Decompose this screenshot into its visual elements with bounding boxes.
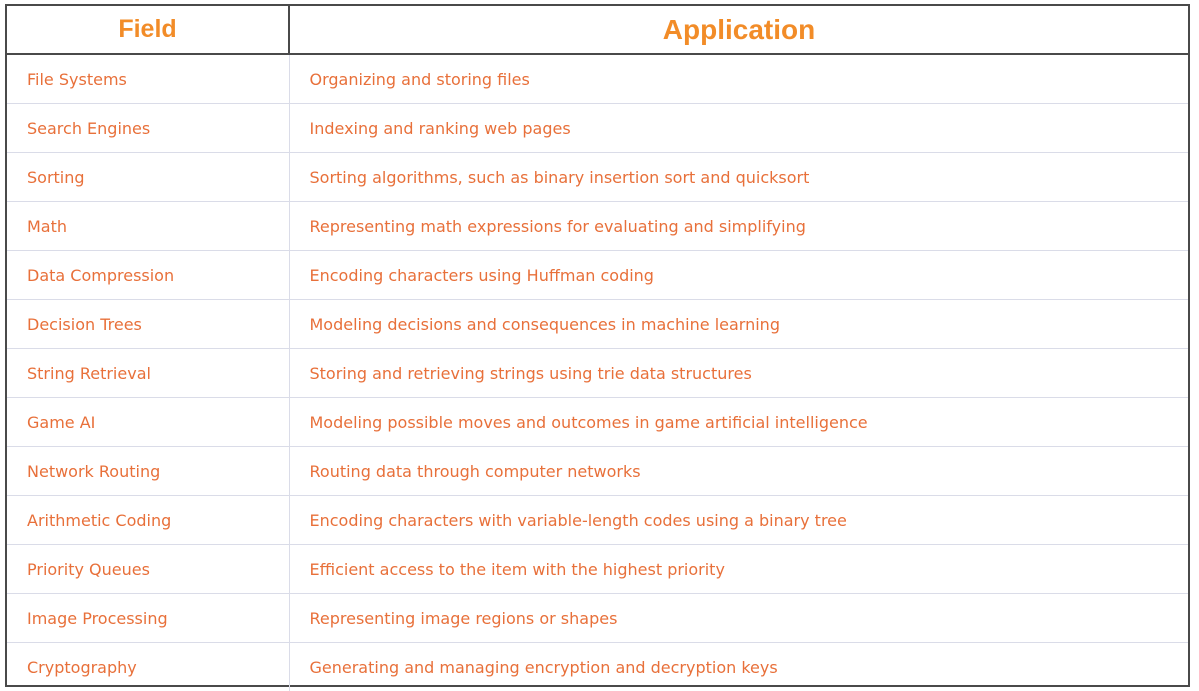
table-row <box>7 251 1188 300</box>
table-row <box>7 643 1188 691</box>
field-cell: Game AI <box>7 398 289 447</box>
application-cell: Efficient access to the item with the highest priority <box>289 545 1188 594</box>
table-row <box>7 398 1188 447</box>
field-cell: String Retrieval <box>7 349 289 398</box>
header-row <box>7 6 1188 54</box>
field-cell: Search Engines <box>7 104 289 153</box>
application-cell: Modeling possible moves and outcomes in game artificial intelligence <box>289 398 1188 447</box>
field-cell: File Systems <box>7 54 289 104</box>
field-cell: Math <box>7 202 289 251</box>
application-cell: Encoding characters with variable-length codes using a binary tree <box>289 496 1188 545</box>
applications-table <box>7 6 1188 691</box>
table-row <box>7 496 1188 545</box>
application-cell: Storing and retrieving strings using trie data structures <box>289 349 1188 398</box>
table-row <box>7 349 1188 398</box>
field-cell: Sorting <box>7 153 289 202</box>
table-row <box>7 202 1188 251</box>
table-row <box>7 594 1188 643</box>
table-row <box>7 54 1188 104</box>
application-cell: Modeling decisions and consequences in machine learning <box>289 300 1188 349</box>
field-cell: Image Processing <box>7 594 289 643</box>
application-cell: Representing math expressions for evaluating and simplifying <box>289 202 1188 251</box>
table-row <box>7 104 1188 153</box>
table-row <box>7 300 1188 349</box>
application-cell: Encoding characters using Huffman coding <box>289 251 1188 300</box>
application-cell: Sorting algorithms, such as binary insertion sort and quicksort <box>289 153 1188 202</box>
table-row <box>7 545 1188 594</box>
application-cell: Routing data through computer networks <box>289 447 1188 496</box>
table-header <box>7 6 1188 54</box>
application-cell: Indexing and ranking web pages <box>289 104 1188 153</box>
application-cell: Representing image regions or shapes <box>289 594 1188 643</box>
field-cell: Decision Trees <box>7 300 289 349</box>
table-row <box>7 153 1188 202</box>
field-cell: Cryptography <box>7 643 289 691</box>
application-cell: Generating and managing encryption and decryption keys <box>309 657 778 677</box>
table-row <box>7 447 1188 496</box>
column-header-application: Application <box>289 6 1188 54</box>
table-body <box>7 54 1188 691</box>
column-header-field: Field <box>7 6 289 54</box>
applications-table-container <box>5 4 1190 687</box>
application-cell: Organizing and storing files <box>289 54 1188 104</box>
field-cell: Network Routing <box>7 447 289 496</box>
field-cell: Arithmetic Coding <box>7 496 289 545</box>
field-cell: Priority Queues <box>7 545 289 594</box>
field-cell: Data Compression <box>7 251 289 300</box>
